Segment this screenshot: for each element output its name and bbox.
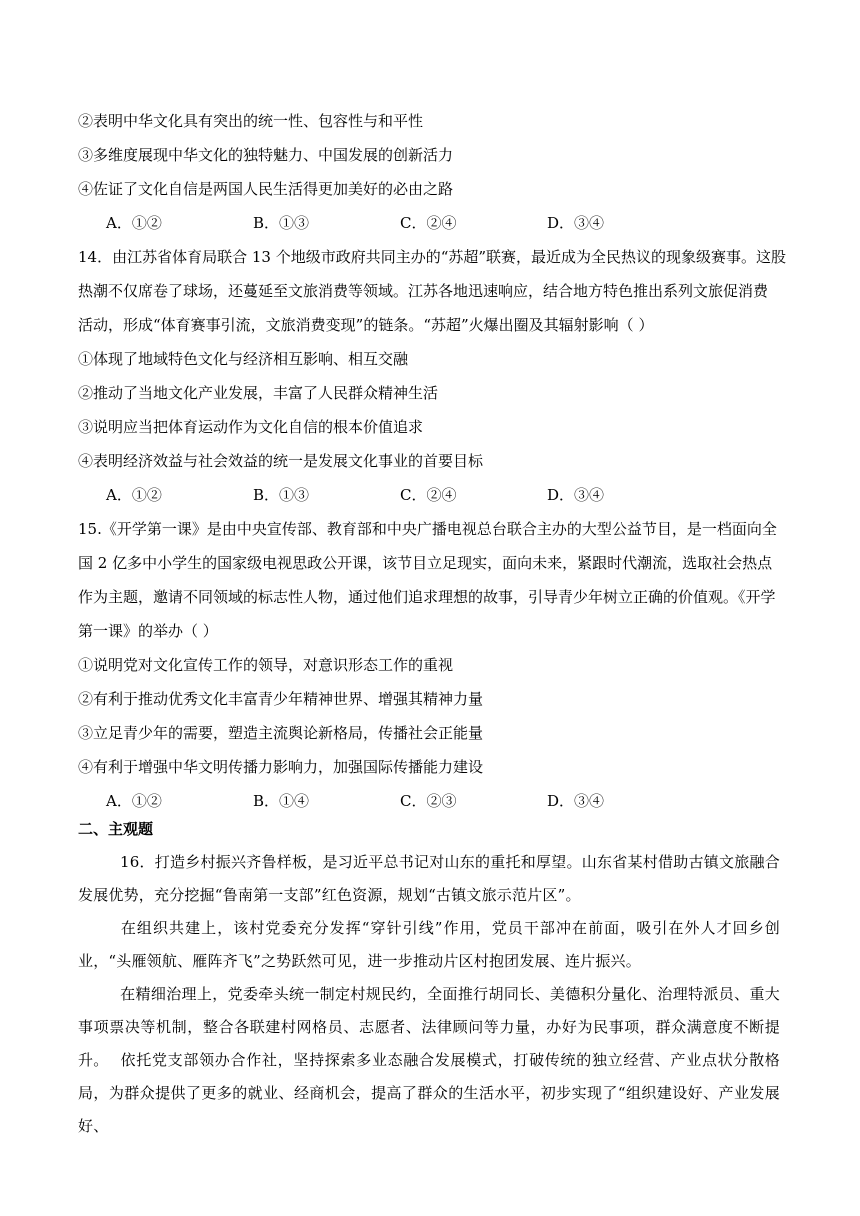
q14-item-2: ②推动了当地文化产业发展，丰富了人民群众精神生活 <box>78 384 439 402</box>
q13-item-3: ③多维度展现中华文化的独特魅力、中国发展的创新活力 <box>78 146 454 164</box>
q15-option-c[interactable]: C．②③ <box>400 792 457 810</box>
q14-options <box>106 484 694 506</box>
q14-stem-line-2: 热潮不仅席卷了球场，还蔓延至文旅消费等领域。江苏各地迅速响应，结合地方特色推出系列文旅促消费 <box>78 282 769 300</box>
q13-option-a[interactable]: A．①② <box>106 214 162 232</box>
q14-option-d[interactable]: D．③④ <box>547 486 605 504</box>
q13-options <box>106 212 694 234</box>
q15-option-d[interactable]: D．③④ <box>547 792 605 810</box>
q15-stem-line-3: 作为主题，邀请不同领域的标志性人物，通过他们追求理想的故事，引导青少年树立正确的价值观。《开学 <box>78 588 776 606</box>
q15-stem-line-1: 15.《开学第一课》是由中央宣传部、教育部和中央广播电视总台联合主办的大型公益节目，是一档面向全 <box>78 520 777 538</box>
q14-option-b[interactable]: B．①③ <box>253 486 310 504</box>
q15-stem-line-4: 第一课》的举办（ ） <box>78 622 218 640</box>
q14-item-4: ④表明经济效益与社会效益的统一是发展文化事业的首要目标 <box>78 452 484 470</box>
q14-stem-line-1: 14．由江苏省体育局联合 13 个地级市政府共同主办的“苏超”联赛，最近成为全民热议的现象级赛事。这股 <box>78 248 787 266</box>
q15-options <box>106 790 694 812</box>
section-title: 二、主观题 <box>78 820 154 838</box>
q14-option-a[interactable]: A．①② <box>106 486 162 504</box>
q13-item-2: ②表明中华文化具有突出的统一性、包容性与和平性 <box>78 112 424 130</box>
q13-option-d[interactable]: D．③④ <box>547 214 605 232</box>
q15-item-4: ④有利于增强中华文明传播力影响力，加强国际传播能力建设 <box>78 758 484 776</box>
q16-paragraph-2 <box>78 912 780 978</box>
q15-option-a[interactable]: A．①② <box>106 792 162 810</box>
q13-item-4: ④佐证了文化自信是两国人民生活得更加美好的必由之路 <box>78 180 454 198</box>
q13-option-c[interactable]: C．②④ <box>400 214 457 232</box>
q16-paragraph-4-text: 依托党支部领办合作社，坚持探索多业态融合发展模式，打破传统的独立经营、产业点状分散格局，为群众提供了更多的就业、经商机会，提高了群众的生活水平，初步实现了“组织建设好、产业发展好、 <box>78 1051 780 1135</box>
q15-item-3: ③立足青少年的需要，塑造主流舆论新格局，传播社会正能量 <box>78 724 484 742</box>
q14-item-1: ①体现了地域特色文化与经济相互影响、相互交融 <box>78 350 409 368</box>
q16-paragraph-1 <box>78 846 780 912</box>
q15-item-2: ②有利于推动优秀文化丰富青少年精神世界、增强其精神力量 <box>78 690 484 708</box>
q14-option-c[interactable]: C．②④ <box>400 486 457 504</box>
q14-stem-line-3: 活动，形成“体育赛事引流，文旅消费变现”的链条。“苏超”火爆出圈及其辐射影响（ ） <box>78 316 654 334</box>
q15-item-1: ①说明党对文化宣传工作的领导，对意识形态工作的重视 <box>78 656 454 674</box>
q16-paragraph-4 <box>78 1044 780 1143</box>
q15-option-b[interactable]: B．①④ <box>253 792 310 810</box>
q16-paragraph-3-text: 在精细治理上，党委牵头统一制定村规民约，全面推行胡同长、美德积分量化、治理特派员、重大事项票决等机制，整合各联建村网格员、志愿者、法律顾问等力量，办好为民事项，群众满意度不断提升。 <box>78 985 780 1069</box>
q16-paragraph-1-text: 16．打造乡村振兴齐鲁样板，是习近平总书记对山东的重托和厚望。山东省某村借助古镇文旅融合发展优势，充分挖掘“鲁南第一支部”红色资源，规划“古镇文旅示范片区”。 <box>78 853 780 904</box>
q14-item-3: ③说明应当把体育运动作为文化自信的根本价值追求 <box>78 418 424 436</box>
q16-paragraph-2-text: 在组织共建上，该村党委充分发挥“穿针引线”作用，党员干部冲在前面，吸引在外人才回乡创业，“头雁领航、雁阵齐飞”之势跃然可见，进一步推动片区村抱团发展、连片振兴。 <box>78 919 780 970</box>
q15-stem-line-2: 国 2 亿多中小学生的国家级电视思政公开课，该节目立足现实，面向未来，紧跟时代潮流，选取社会热点 <box>78 554 773 572</box>
q13-option-b[interactable]: B．①③ <box>253 214 310 232</box>
